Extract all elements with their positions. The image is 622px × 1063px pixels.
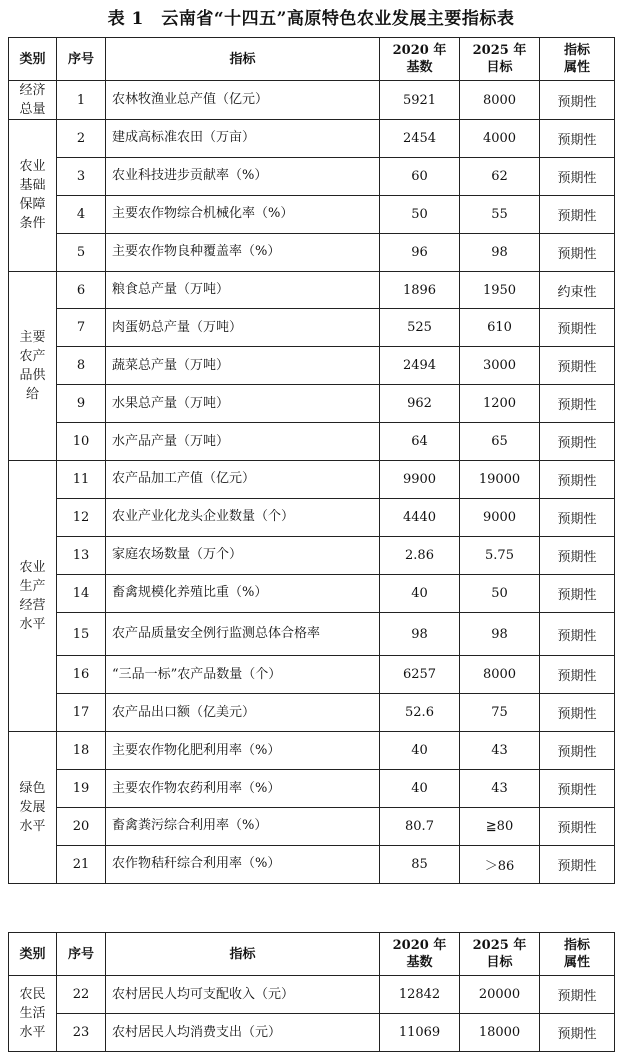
table-row [9, 808, 615, 846]
base-value-cell: 9900 [380, 461, 460, 499]
category-line: 发展 [19, 800, 46, 816]
header-attr: 指标 属性 [540, 38, 615, 81]
category-cell [9, 732, 57, 884]
target-value-cell: 75 [460, 694, 540, 732]
table-row [9, 574, 615, 612]
target-value-cell: 43 [460, 732, 540, 770]
target-value-cell: 50 [460, 574, 540, 612]
base-value-cell: 2494 [380, 347, 460, 385]
attribute-cell: 约束性 [540, 271, 615, 309]
indicator-table-main [8, 37, 615, 884]
attribute-cell: 预期性 [540, 694, 615, 732]
target-value-cell: 62 [460, 157, 540, 195]
row-number-cell: 7 [57, 309, 106, 347]
header-base: 2020 年 基数 [380, 933, 460, 976]
table-row [9, 347, 615, 385]
category-line: 农民 [19, 987, 46, 1002]
target-value-cell: 98 [460, 612, 540, 656]
table-row [9, 81, 615, 120]
indicator-cell: 农产品出口额（亿美元） [106, 694, 380, 732]
attribute-cell: 预期性 [540, 498, 615, 536]
row-number-cell: 22 [57, 976, 106, 1014]
base-value-cell: 50 [380, 195, 460, 233]
row-number-cell: 13 [57, 536, 106, 574]
attribute-cell: 预期性 [540, 423, 615, 461]
table-row [9, 694, 615, 732]
base-value-cell: 2454 [380, 120, 460, 158]
table-row [9, 461, 615, 499]
target-value-cell: 19000 [460, 461, 540, 499]
indicator-cell: 农作物秸秆综合利用率（%） [106, 845, 380, 883]
indicator-cell: 主要农作物良种覆盖率（%） [106, 233, 380, 271]
header-category: 类别 [9, 38, 57, 81]
category-cell [9, 81, 57, 120]
indicator-cell: “三品一标”农产品数量（个） [106, 656, 380, 694]
base-value-cell: 4440 [380, 498, 460, 536]
target-value-cell: 65 [460, 423, 540, 461]
table-row [9, 120, 615, 158]
header-no: 序号 [57, 38, 106, 81]
attribute-cell: 预期性 [540, 976, 615, 1014]
header-category: 类别 [9, 933, 57, 976]
base-value-cell: 40 [380, 574, 460, 612]
header-target: 2025 年 目标 [460, 933, 540, 976]
table-row [9, 195, 615, 233]
target-value-cell: ≧80 [460, 808, 540, 846]
attribute-cell: 预期性 [540, 845, 615, 883]
attribute-cell: 预期性 [540, 656, 615, 694]
table-row [9, 309, 615, 347]
indicator-cell: 主要农作物化肥利用率（%） [106, 732, 380, 770]
category-line: 农业 [19, 159, 46, 175]
target-value-cell: 8000 [460, 81, 540, 120]
target-value-cell: 1950 [460, 271, 540, 309]
table-row [9, 1014, 615, 1052]
row-number-cell: 11 [57, 461, 106, 499]
target-value-cell: ＞86 [460, 845, 540, 883]
indicator-cell: 肉蛋奶总产量（万吨） [106, 309, 380, 347]
category-line: 条件 [19, 216, 46, 232]
base-value-cell: 52.6 [380, 694, 460, 732]
row-number-cell: 2 [57, 120, 106, 158]
category-line: 经营 [19, 598, 46, 614]
indicator-cell: 农业科技进步贡献率（%） [106, 157, 380, 195]
indicator-cell: 畜禽规模化养殖比重（%） [106, 574, 380, 612]
base-value-cell: 96 [380, 233, 460, 271]
target-value-cell: 610 [460, 309, 540, 347]
indicator-cell: 农业产业化龙头企业数量（个） [106, 498, 380, 536]
indicator-cell: 粮食总产量（万吨） [106, 271, 380, 309]
table-row [9, 845, 615, 883]
target-value-cell: 1200 [460, 385, 540, 423]
indicator-cell: 农村居民人均消费支出（元） [106, 1014, 380, 1052]
indicator-cell: 农产品加工产值（亿元） [106, 461, 380, 499]
table-row [9, 385, 615, 423]
header-base: 2020 年 基数 [380, 38, 460, 81]
category-line: 水平 [19, 1025, 46, 1040]
base-value-cell: 525 [380, 309, 460, 347]
base-value-cell: 11069 [380, 1014, 460, 1052]
base-value-cell: 2.86 [380, 536, 460, 574]
category-line: 生产 [19, 579, 46, 595]
header-no: 序号 [57, 933, 106, 976]
category-line: 农业 [19, 560, 46, 576]
row-number-cell: 16 [57, 656, 106, 694]
table-row [9, 612, 615, 656]
indicator-cell: 畜禽粪污综合利用率（%） [106, 808, 380, 846]
table-row [9, 233, 615, 271]
base-value-cell: 40 [380, 732, 460, 770]
header-row [9, 38, 615, 81]
attribute-cell: 预期性 [540, 536, 615, 574]
indicator-cell: 主要农作物综合机械化率（%） [106, 195, 380, 233]
target-value-cell: 4000 [460, 120, 540, 158]
attribute-cell: 预期性 [540, 770, 615, 808]
indicator-cell: 农村居民人均可支配收入（元） [106, 976, 380, 1014]
base-value-cell: 80.7 [380, 808, 460, 846]
attribute-cell: 预期性 [540, 309, 615, 347]
base-value-cell: 98 [380, 612, 460, 656]
target-value-cell: 8000 [460, 656, 540, 694]
table-row [9, 976, 615, 1014]
category-line: 给 [25, 386, 39, 402]
table-row [9, 536, 615, 574]
row-number-cell: 1 [57, 81, 106, 120]
base-value-cell: 962 [380, 385, 460, 423]
row-number-cell: 5 [57, 233, 106, 271]
indicator-cell: 蔬菜总产量（万吨） [106, 347, 380, 385]
row-number-cell: 12 [57, 498, 106, 536]
attribute-cell: 预期性 [540, 574, 615, 612]
header-row [9, 933, 615, 976]
attribute-cell: 预期性 [540, 385, 615, 423]
category-line: 生活 [19, 1006, 46, 1021]
target-value-cell: 9000 [460, 498, 540, 536]
indicator-cell: 水产品产量（万吨） [106, 423, 380, 461]
attribute-cell: 预期性 [540, 808, 615, 846]
header-attr: 指标 属性 [540, 933, 615, 976]
row-number-cell: 20 [57, 808, 106, 846]
base-value-cell: 40 [380, 770, 460, 808]
attribute-cell: 预期性 [540, 1014, 615, 1052]
target-value-cell: 5.75 [460, 536, 540, 574]
table-row [9, 770, 615, 808]
attribute-cell: 预期性 [540, 732, 615, 770]
header-indicator: 指标 [106, 38, 380, 81]
target-value-cell: 3000 [460, 347, 540, 385]
indicator-cell: 农产品质量安全例行监测总体合格率 [106, 612, 380, 656]
category-line: 基础 [19, 178, 46, 194]
table-row [9, 656, 615, 694]
indicator-cell: 主要农作物农药利用率（%） [106, 770, 380, 808]
header-target: 2025 年 目标 [460, 38, 540, 81]
category-cell [9, 976, 57, 1052]
attribute-cell: 预期性 [540, 612, 615, 656]
row-number-cell: 8 [57, 347, 106, 385]
row-number-cell: 10 [57, 423, 106, 461]
category-line: 水平 [19, 819, 46, 835]
category-line: 水平 [19, 617, 46, 633]
base-value-cell: 64 [380, 423, 460, 461]
attribute-cell: 预期性 [540, 195, 615, 233]
indicator-cell: 农林牧渔业总产值（亿元） [106, 81, 380, 120]
row-number-cell: 19 [57, 770, 106, 808]
category-line: 总量 [19, 102, 46, 117]
indicator-cell: 水果总产量（万吨） [106, 385, 380, 423]
table-row [9, 498, 615, 536]
category-line: 品供 [19, 367, 46, 383]
table-row [9, 423, 615, 461]
category-cell [9, 120, 57, 272]
base-value-cell: 5921 [380, 81, 460, 120]
row-number-cell: 6 [57, 271, 106, 309]
attribute-cell: 预期性 [540, 81, 615, 120]
base-value-cell: 85 [380, 845, 460, 883]
category-line: 农产 [19, 348, 46, 364]
row-number-cell: 17 [57, 694, 106, 732]
row-number-cell: 15 [57, 612, 106, 656]
indicator-cell: 家庭农场数量（万个） [106, 536, 380, 574]
header-indicator: 指标 [106, 933, 380, 976]
row-number-cell: 21 [57, 845, 106, 883]
category-line: 绿色 [19, 781, 46, 797]
row-number-cell: 4 [57, 195, 106, 233]
target-value-cell: 43 [460, 770, 540, 808]
category-line: 经济 [19, 83, 46, 98]
row-number-cell: 14 [57, 574, 106, 612]
attribute-cell: 预期性 [540, 461, 615, 499]
table-row [9, 157, 615, 195]
row-number-cell: 9 [57, 385, 106, 423]
base-value-cell: 12842 [380, 976, 460, 1014]
attribute-cell: 预期性 [540, 157, 615, 195]
indicator-table-continued [8, 932, 615, 1052]
row-number-cell: 3 [57, 157, 106, 195]
attribute-cell: 预期性 [540, 120, 615, 158]
base-value-cell: 1896 [380, 271, 460, 309]
category-cell [9, 271, 57, 460]
table-title: 表 1 云南省“十四五”高原特色农业发展主要指标表 [107, 9, 515, 29]
target-value-cell: 98 [460, 233, 540, 271]
row-number-cell: 23 [57, 1014, 106, 1052]
attribute-cell: 预期性 [540, 347, 615, 385]
base-value-cell: 6257 [380, 656, 460, 694]
target-value-cell: 18000 [460, 1014, 540, 1052]
table-row [9, 271, 615, 309]
category-line: 主要 [19, 329, 46, 345]
indicator-cell: 建成高标准农田（万亩） [106, 120, 380, 158]
base-value-cell: 60 [380, 157, 460, 195]
target-value-cell: 55 [460, 195, 540, 233]
row-number-cell: 18 [57, 732, 106, 770]
category-line: 保障 [19, 197, 46, 213]
table-row [9, 732, 615, 770]
attribute-cell: 预期性 [540, 233, 615, 271]
target-value-cell: 20000 [460, 976, 540, 1014]
category-cell [9, 461, 57, 732]
